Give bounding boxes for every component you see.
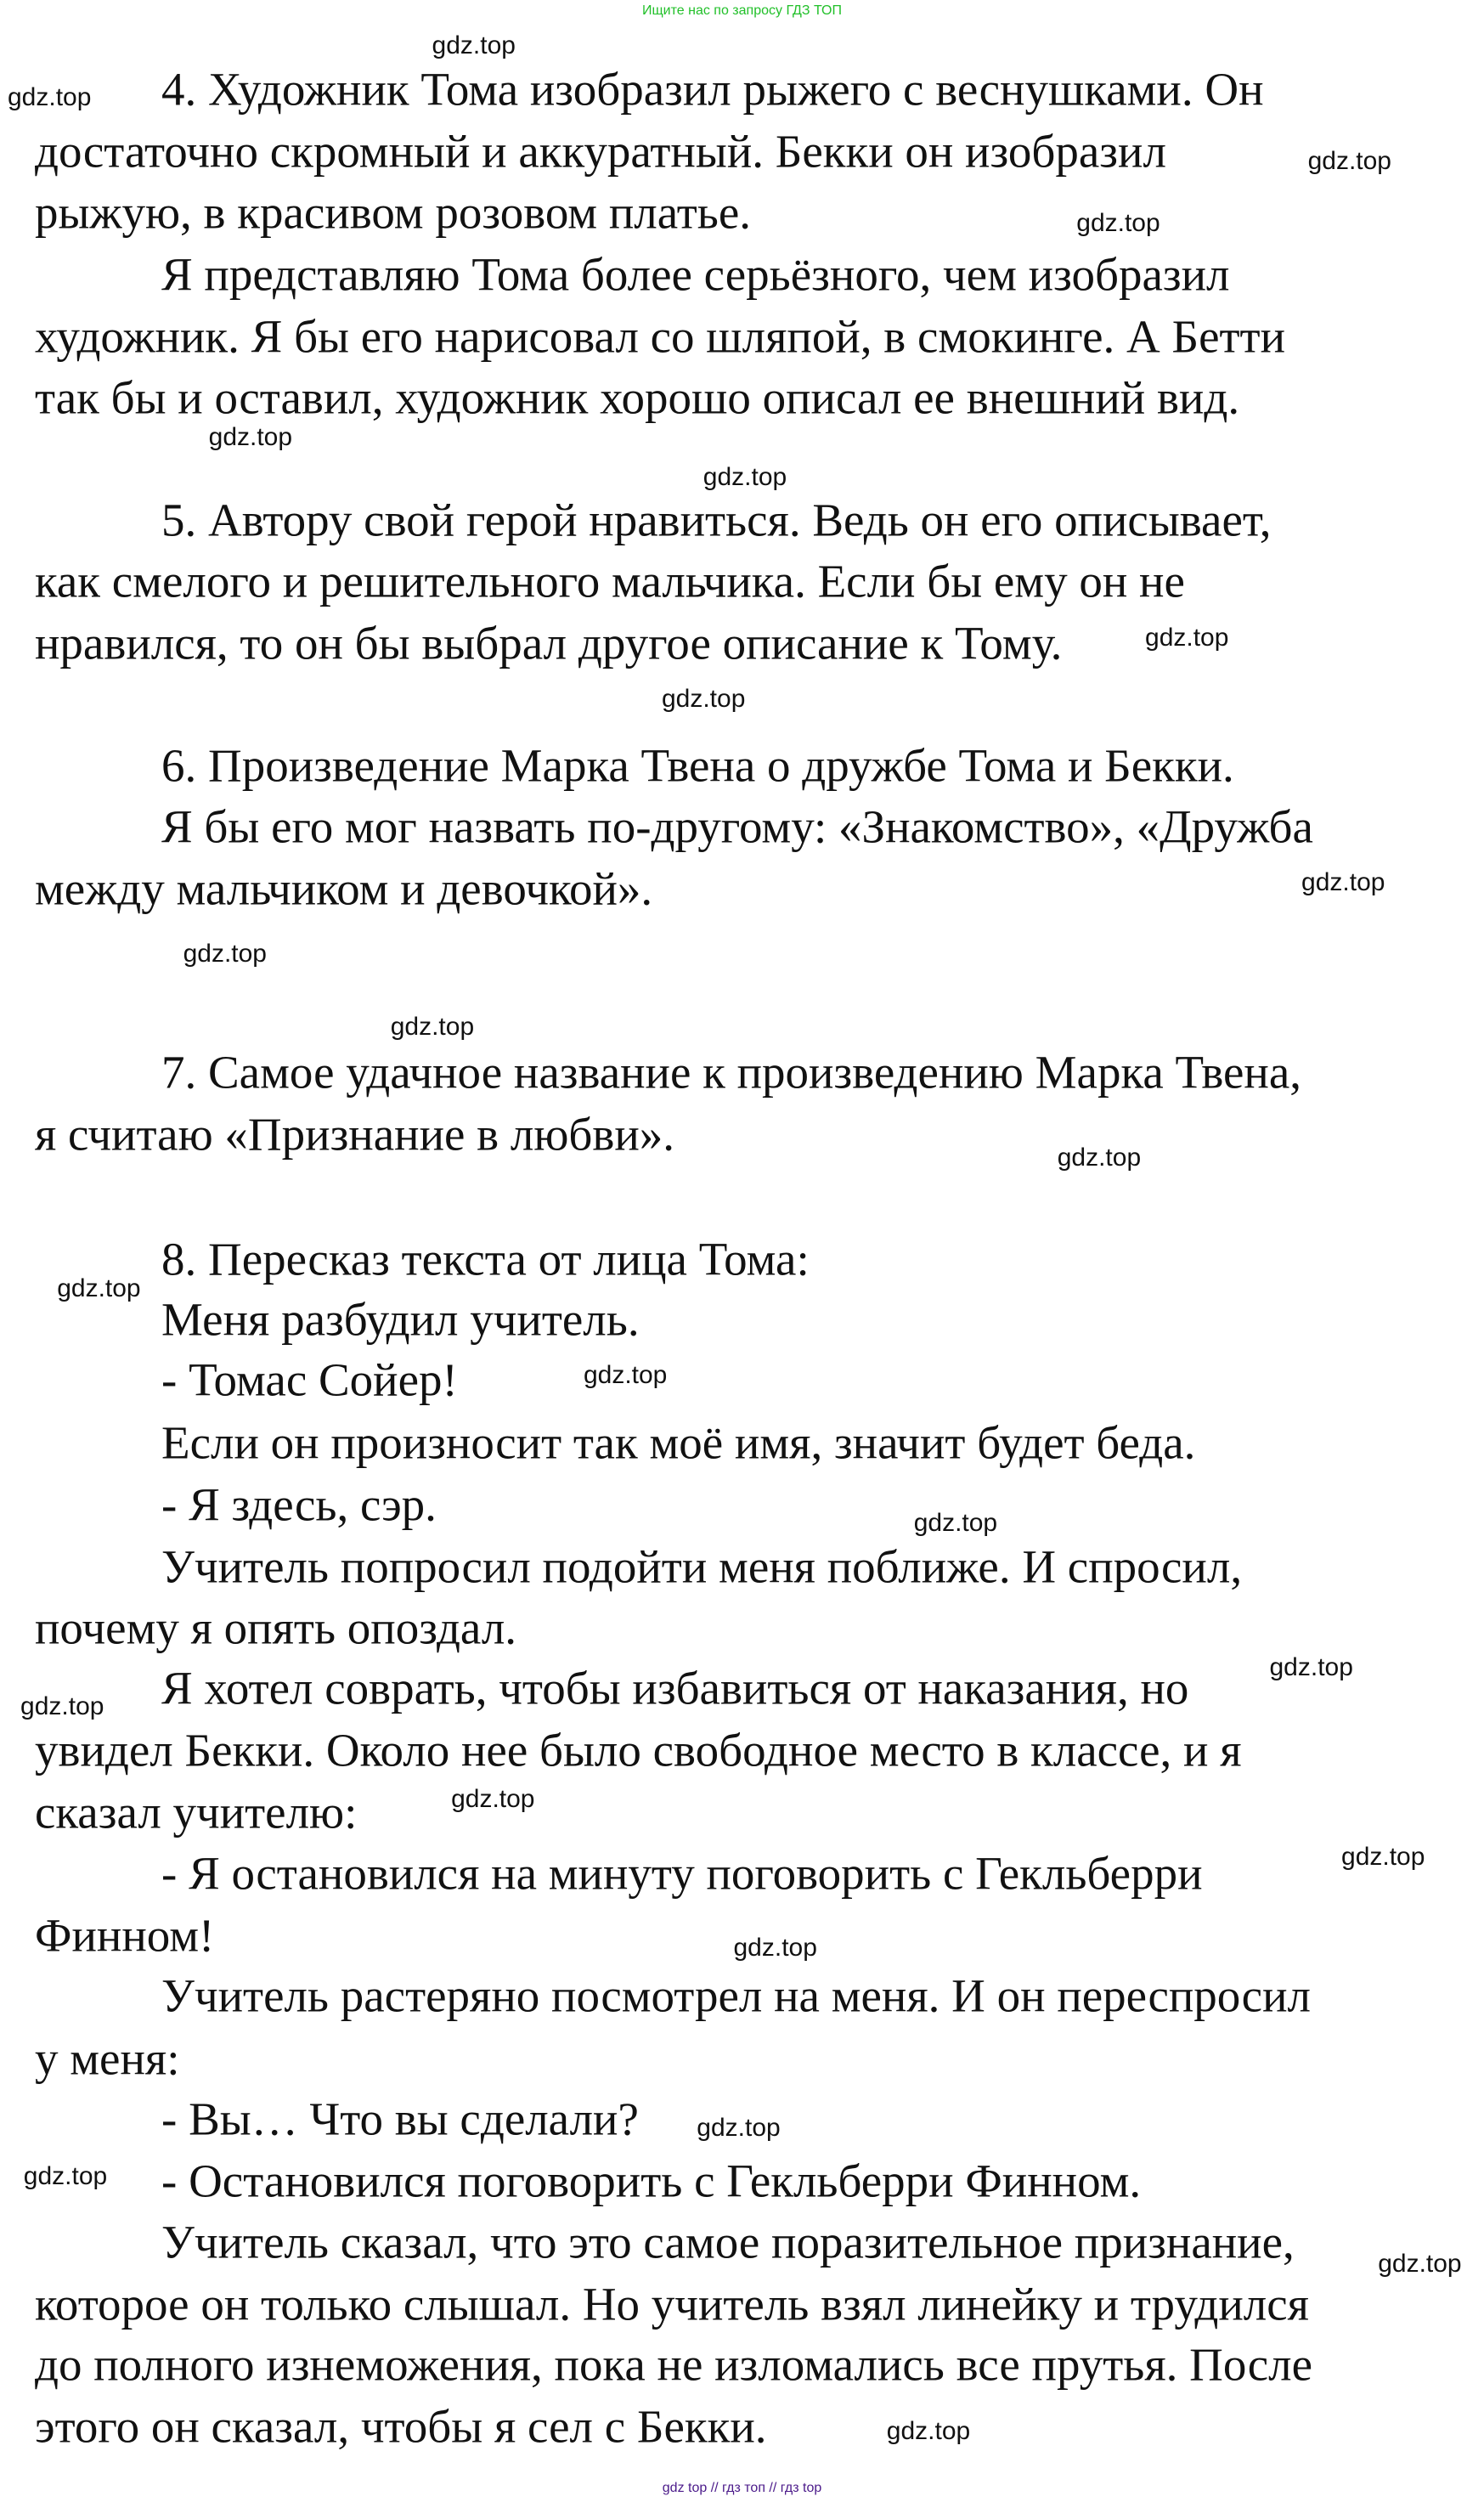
text-line: 8. Пересказ текста от лица Тома:: [161, 1233, 810, 1285]
text-line: почему я опять опоздал.: [35, 1601, 517, 1654]
watermark: gdz.top: [703, 462, 787, 491]
text-line: Я представляю Тома более серьёзного, чем изобразил: [161, 248, 1230, 301]
watermark: gdz.top: [1269, 1652, 1353, 1681]
watermark: gdz.top: [183, 940, 268, 969]
text-line: Меня разбудил учитель.: [161, 1293, 640, 1346]
text-line: 7. Самое удачное название к произведению Марка Твена,: [161, 1046, 1302, 1099]
text-line: - Я остановился на минуту поговорить с Гекльберри: [161, 1847, 1203, 1900]
text-line: Если он произносит так моё имя, значит будет беда.: [161, 1416, 1196, 1469]
watermark: gdz.top: [1341, 1842, 1425, 1871]
text-line: - Вы… Что вы сделали?: [161, 2093, 639, 2145]
text-line: достаточно скромный и аккуратный. Бекки он изобразил: [35, 125, 1166, 178]
watermark: gdz.top: [1057, 1144, 1142, 1172]
footer-watermark: gdz top // гдз топ // гдз top: [662, 2481, 822, 2495]
text-line: Учитель попросил подойти меня поближе. И спросил,: [161, 1540, 1243, 1593]
text-line: Финном!: [35, 1909, 215, 1962]
text-line: - Томас Сойер!: [161, 1353, 458, 1406]
text-line: этого он сказал, чтобы я сел с Бекки.: [35, 2400, 767, 2453]
watermark: gdz.top: [1307, 146, 1391, 175]
text-line: - Остановился поговорить с Гекльберри Финном.: [161, 2155, 1142, 2207]
text-line: - Я здесь, сэр.: [161, 1478, 437, 1531]
watermark: gdz.top: [390, 1013, 475, 1042]
text-line: 5. Автору свой герой нравиться. Ведь он его описывает,: [161, 494, 1272, 546]
watermark: gdz.top: [20, 1692, 104, 1721]
watermark: gdz.top: [57, 1274, 141, 1303]
watermark: gdz.top: [733, 1934, 817, 1963]
watermark: gdz.top: [1076, 208, 1160, 237]
watermark: gdz.top: [661, 684, 746, 713]
watermark: gdz.top: [1145, 624, 1229, 652]
watermark: gdz.top: [697, 2114, 781, 2143]
watermark: gdz.top: [1378, 2249, 1462, 2278]
watermark: gdz.top: [583, 1360, 668, 1389]
text-line: Учитель растеряно посмотрел на меня. И он переспросил: [161, 1969, 1311, 2022]
watermark: gdz.top: [1301, 867, 1385, 896]
text-line: Я бы его мог назвать по-другому: «Знакомство», «Дружба: [161, 800, 1313, 853]
text-line: между мальчиком и девочкой».: [35, 862, 653, 915]
text-line: до полного изнеможения, пока не изломались все прутья. После: [35, 2338, 1313, 2391]
text-line: сказал учителю:: [35, 1786, 358, 1838]
watermark: gdz.top: [432, 31, 516, 60]
text-line: художник. Я бы его нарисовал со шляпой, в смокинге. А Бетти: [35, 310, 1286, 363]
text-line: так бы и оставил, художник хорошо описал ее внешний вид.: [35, 371, 1240, 424]
watermark: gdz.top: [451, 1785, 535, 1814]
watermark: gdz.top: [886, 2417, 971, 2446]
text-line: у меня:: [35, 2032, 180, 2085]
watermark: gdz.top: [23, 2161, 108, 2190]
text-line: как смелого и решительного мальчика. Если бы ему он не: [35, 555, 1185, 607]
text-line: рыжую, в красивом розовом платье.: [35, 186, 751, 239]
watermark: gdz.top: [7, 82, 92, 111]
watermark: gdz.top: [208, 422, 293, 451]
watermark: gdz.top: [913, 1509, 998, 1538]
text-line: 4. Художник Тома изобразил рыжего с веснушками. Он: [161, 63, 1264, 116]
text-line: нравился, то он бы выбрал другое описание к Тому.: [35, 617, 1063, 669]
text-line: которое он только слышал. Но учитель взял линейку и трудился: [35, 2278, 1309, 2330]
search-banner: Ищите нас по запросу ГДЗ ТОП: [642, 3, 842, 18]
text-line: 6. Произведение Марка Твена о дружбе Тома и Бекки.: [161, 739, 1234, 792]
text-line: Учитель сказал, что это самое поразительное признание,: [161, 2216, 1295, 2268]
text-line: я считаю «Признание в любви».: [35, 1108, 675, 1161]
text-line: увидел Бекки. Около нее было свободное место в классе, и я: [35, 1724, 1242, 1776]
text-line: Я хотел соврать, чтобы избавиться от наказания, но: [161, 1662, 1189, 1714]
